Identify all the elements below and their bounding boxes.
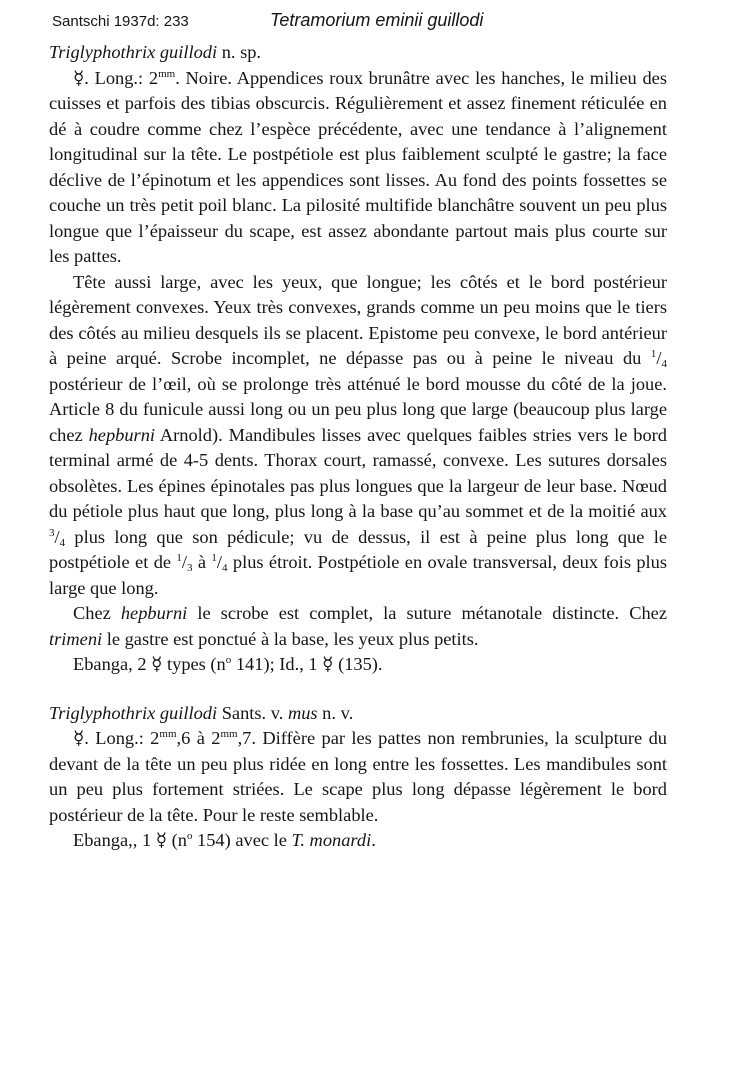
numero-superscript: o	[225, 654, 232, 666]
unit-superscript: mm	[159, 728, 177, 740]
text-run: Chez	[73, 603, 121, 623]
variety-status: n. v.	[317, 702, 354, 723]
species-ref: T. monardi	[291, 830, 372, 850]
species-ref: trimeni	[49, 628, 103, 649]
heading-text: Sants. v.	[217, 702, 288, 723]
text-run: ,6 à 2	[176, 728, 221, 748]
variety-heading	[49, 701, 667, 727]
text-run: 141); Id., 1 ☿ (135).	[231, 654, 383, 674]
fraction-denominator: 4	[222, 562, 228, 574]
material-paragraph	[49, 652, 667, 678]
citation-reference: Santschi 1937d: 233	[52, 13, 189, 30]
fraction-numerator: 1	[211, 552, 217, 564]
species-heading	[49, 40, 667, 66]
fraction-numerator: 1	[176, 552, 182, 564]
unit-superscript: mm	[158, 67, 176, 80]
document-body	[49, 40, 667, 854]
text-run: plus long que son pédicule; vu de dessus, il est à peine plus long que le postpétiole et de	[49, 526, 667, 572]
text-run: Arnold). Mandibules lisses avec quelques faibles stries vers le bord terminal armé de 4-5 dents. Thorax court, ramassé, convexe. Les sutures dorsales obsolètes. Les épines épinotales pas plus longues que la largeur de leur base. Nœud du pétiole plus haut que long, plus long à la base qu’au sommet et de la moitié aux	[49, 424, 668, 521]
text-run: Tête aussi large, avec les yeux, que longue; les côtés et le bord postérieur légèrement convexes. Yeux très convexes, grands comme un peu moins que le tiers des côtés au milieu desquels ils se placent. Epistome peu convexe, le bord antérieur à peine arqué. Scrobe incomplet, ne dépasse pas ou à peine le niveau du	[49, 271, 667, 368]
unit-superscript: mm	[220, 728, 238, 740]
fraction: $^1/_4$	[650, 348, 667, 370]
text-run: plus étroit. Postpétiole en ovale transversal, deux fois plus large que long.	[49, 552, 667, 598]
taxon-title: Tetramorium eminii guillodi	[270, 10, 484, 30]
fraction-denominator: 4	[661, 358, 667, 370]
text-run: Ebanga,, 1 ☿ (n	[73, 830, 187, 850]
fraction-denominator: 4	[59, 536, 66, 549]
species-description	[49, 40, 667, 678]
text-run: .	[371, 830, 376, 850]
page-header	[0, 0, 732, 40]
fraction-numerator: 1	[650, 348, 657, 360]
variety-name: mus	[287, 702, 318, 723]
text-run: le scrobe est complet, la suture métanotale distincte. Chez	[187, 603, 667, 623]
species-status: n. sp.	[217, 42, 262, 62]
fraction-numerator: 3	[49, 526, 55, 539]
fraction: $^1/_3$	[176, 552, 193, 574]
text-run: à	[192, 552, 212, 572]
fraction-denominator: 3	[187, 562, 193, 574]
description-paragraph	[49, 270, 667, 602]
numero-superscript: o	[186, 830, 193, 842]
description-paragraph	[49, 66, 667, 270]
text-run: le gastre est ponctué à la base, les yeux plus petits.	[102, 628, 479, 649]
species-name: Triglyphothrix guillodi	[49, 42, 218, 62]
comparison-paragraph	[49, 601, 667, 652]
description-paragraph	[49, 726, 667, 828]
text-run: ☿. Long.: 2	[73, 728, 160, 748]
text-run: ,7. Diffère par les pattes non rembrunies, la sculpture du devant de la tête un peu plus ridée en long entre les fossettes. Les mandibules sont un peu plus fortement striées. Le scape plus long dépasse légèrement le bord postérieur de la tête. Pour le reste semblable.	[49, 728, 667, 825]
fraction: $^3/_4$	[49, 526, 66, 549]
species-ref: hepburni	[88, 424, 155, 445]
text-run: . Noire. Appendices roux brunâtre avec les hanches, le milieu des cuisses et parfois des tibias obscurcis. Régulièrement et assez finement réticulée en dé à coudre comme chez l’espèce précédente, avec une tendance à l’alignement longitudinal sur la tête. Le postpétiole est plus faiblement sculpté le gastre; la face déclive de l’épinotum et les appendices sont lisses. Au fond des points fossettes se couche un très petit poil blanc. La pilosité multifide blanchâtre souvent un peu plus longue que l’épaisseur du scape, est assez abondante partout mais plus courte sur les pattes.	[49, 67, 667, 266]
species-name: Triglyphothrix guillodi	[49, 702, 218, 723]
text-run: postérieur de l’œil, où se prolonge très atténué le bord mousse du côté de la joue. Article 8 du funicule aussi long ou un peu plus long que large (beaucoup plus large chez	[49, 373, 667, 445]
species-ref: hepburni	[120, 603, 188, 623]
fraction: $^1/_4$	[211, 552, 228, 574]
text-run: 154) avec le	[192, 830, 292, 850]
text-run: ☿. Long.: 2	[73, 67, 159, 88]
variety-description	[49, 701, 667, 854]
text-run: Ebanga, 2 ☿ types (n	[73, 654, 226, 674]
material-paragraph	[49, 828, 667, 854]
